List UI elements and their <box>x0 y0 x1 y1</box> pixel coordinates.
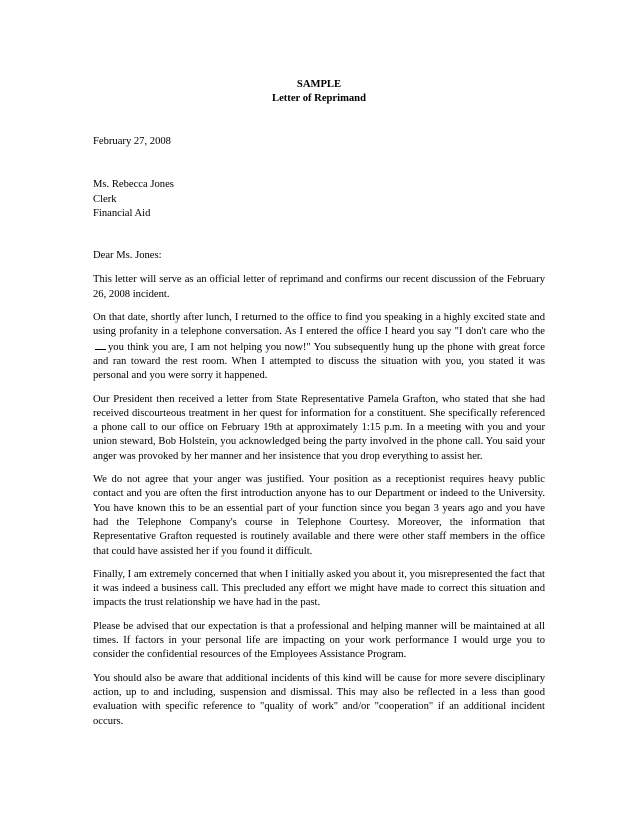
paragraph-6: Please be advised that our expectation is that a professional and helping manner will be maintained at all times. If factors in your personal life are impacting on your work performance I would urge you to consider the confidential resources of the Employees Assistance Program. <box>93 620 545 661</box>
paragraph-5: Finally, I am extremely concerned that when I initially asked you about it, you misrepresented the fact that it was indeed a business call. This precluded any effort we might have made to correct this situation and impacts the trust relationship we have had in the past. <box>93 568 545 609</box>
letter-subheading: Letter of Reprimand <box>272 93 366 104</box>
letter-date: February 27, 2008 <box>93 136 171 147</box>
salutation: Dear Ms. Jones: <box>93 250 162 262</box>
paragraph-2-part-b: you think you are, I am not helping you now!" You subsequently hung up the phone with great force and ran toward the rest room. When I attempted to discuss the situation with you, you stated it was personal and you were sorry it happened. <box>93 341 545 382</box>
paragraph-1: This letter will serve as an official letter of reprimand and confirms our recent discussion of the February 26, 2008 incident. <box>93 274 545 300</box>
sample-heading: SAMPLE <box>296 79 342 90</box>
paragraph-4: We do not agree that your anger was justified. Your position as a receptionist requires heavy public contact and you are often the first introduction anyone has to our Department or indeed to the University. You have known this to be an essential part of your function since you began 3 years ago and you have had the Telephone Company's course in Telephone Courtesy. Moreover, the information that Representative Grafton requested is routinely available and there were other staff members in the office that could have assisted her if you found it difficult. <box>93 474 545 557</box>
recipient-department: Financial Aid <box>93 207 151 219</box>
paragraph-3: Our President then received a letter from State Representative Pamela Grafton, who stated that she had received discourteous treatment in her quest for information for a constituent. She specifically referenced a phone call to our office on February 19th at approximately 1:15 p.m. In a meeting with you and your union steward, Bob Holstein, you acknowledged being the party involved in the phone call. You said your anger was provoked by her manner and her insistence that you drop everything to assist her. <box>93 393 545 462</box>
paragraph-2 <box>93 311 545 383</box>
letter-title <box>93 78 545 106</box>
recipient-name: Ms. Rebecca Jones <box>93 179 174 191</box>
redacted-blank <box>95 340 106 350</box>
letter-page <box>93 78 545 729</box>
paragraph-2-part-a: On that date, shortly after lunch, I returned to the office to find you speaking in a highly excited state and using profanity in a telephone conversation. As I entered the office I heard you say "I don't care who the <box>93 312 545 338</box>
paragraph-7: You should also be aware that additional incidents of this kind will be cause for more severe disciplinary action, up to and including, suspension and dismissal. This may also be reflected in a less than good evaluation with specific reference to "quality of work" and/or "cooperation" if an additional incident occurs. <box>93 672 545 727</box>
recipient-address <box>93 178 545 221</box>
recipient-title: Clerk <box>93 193 117 205</box>
